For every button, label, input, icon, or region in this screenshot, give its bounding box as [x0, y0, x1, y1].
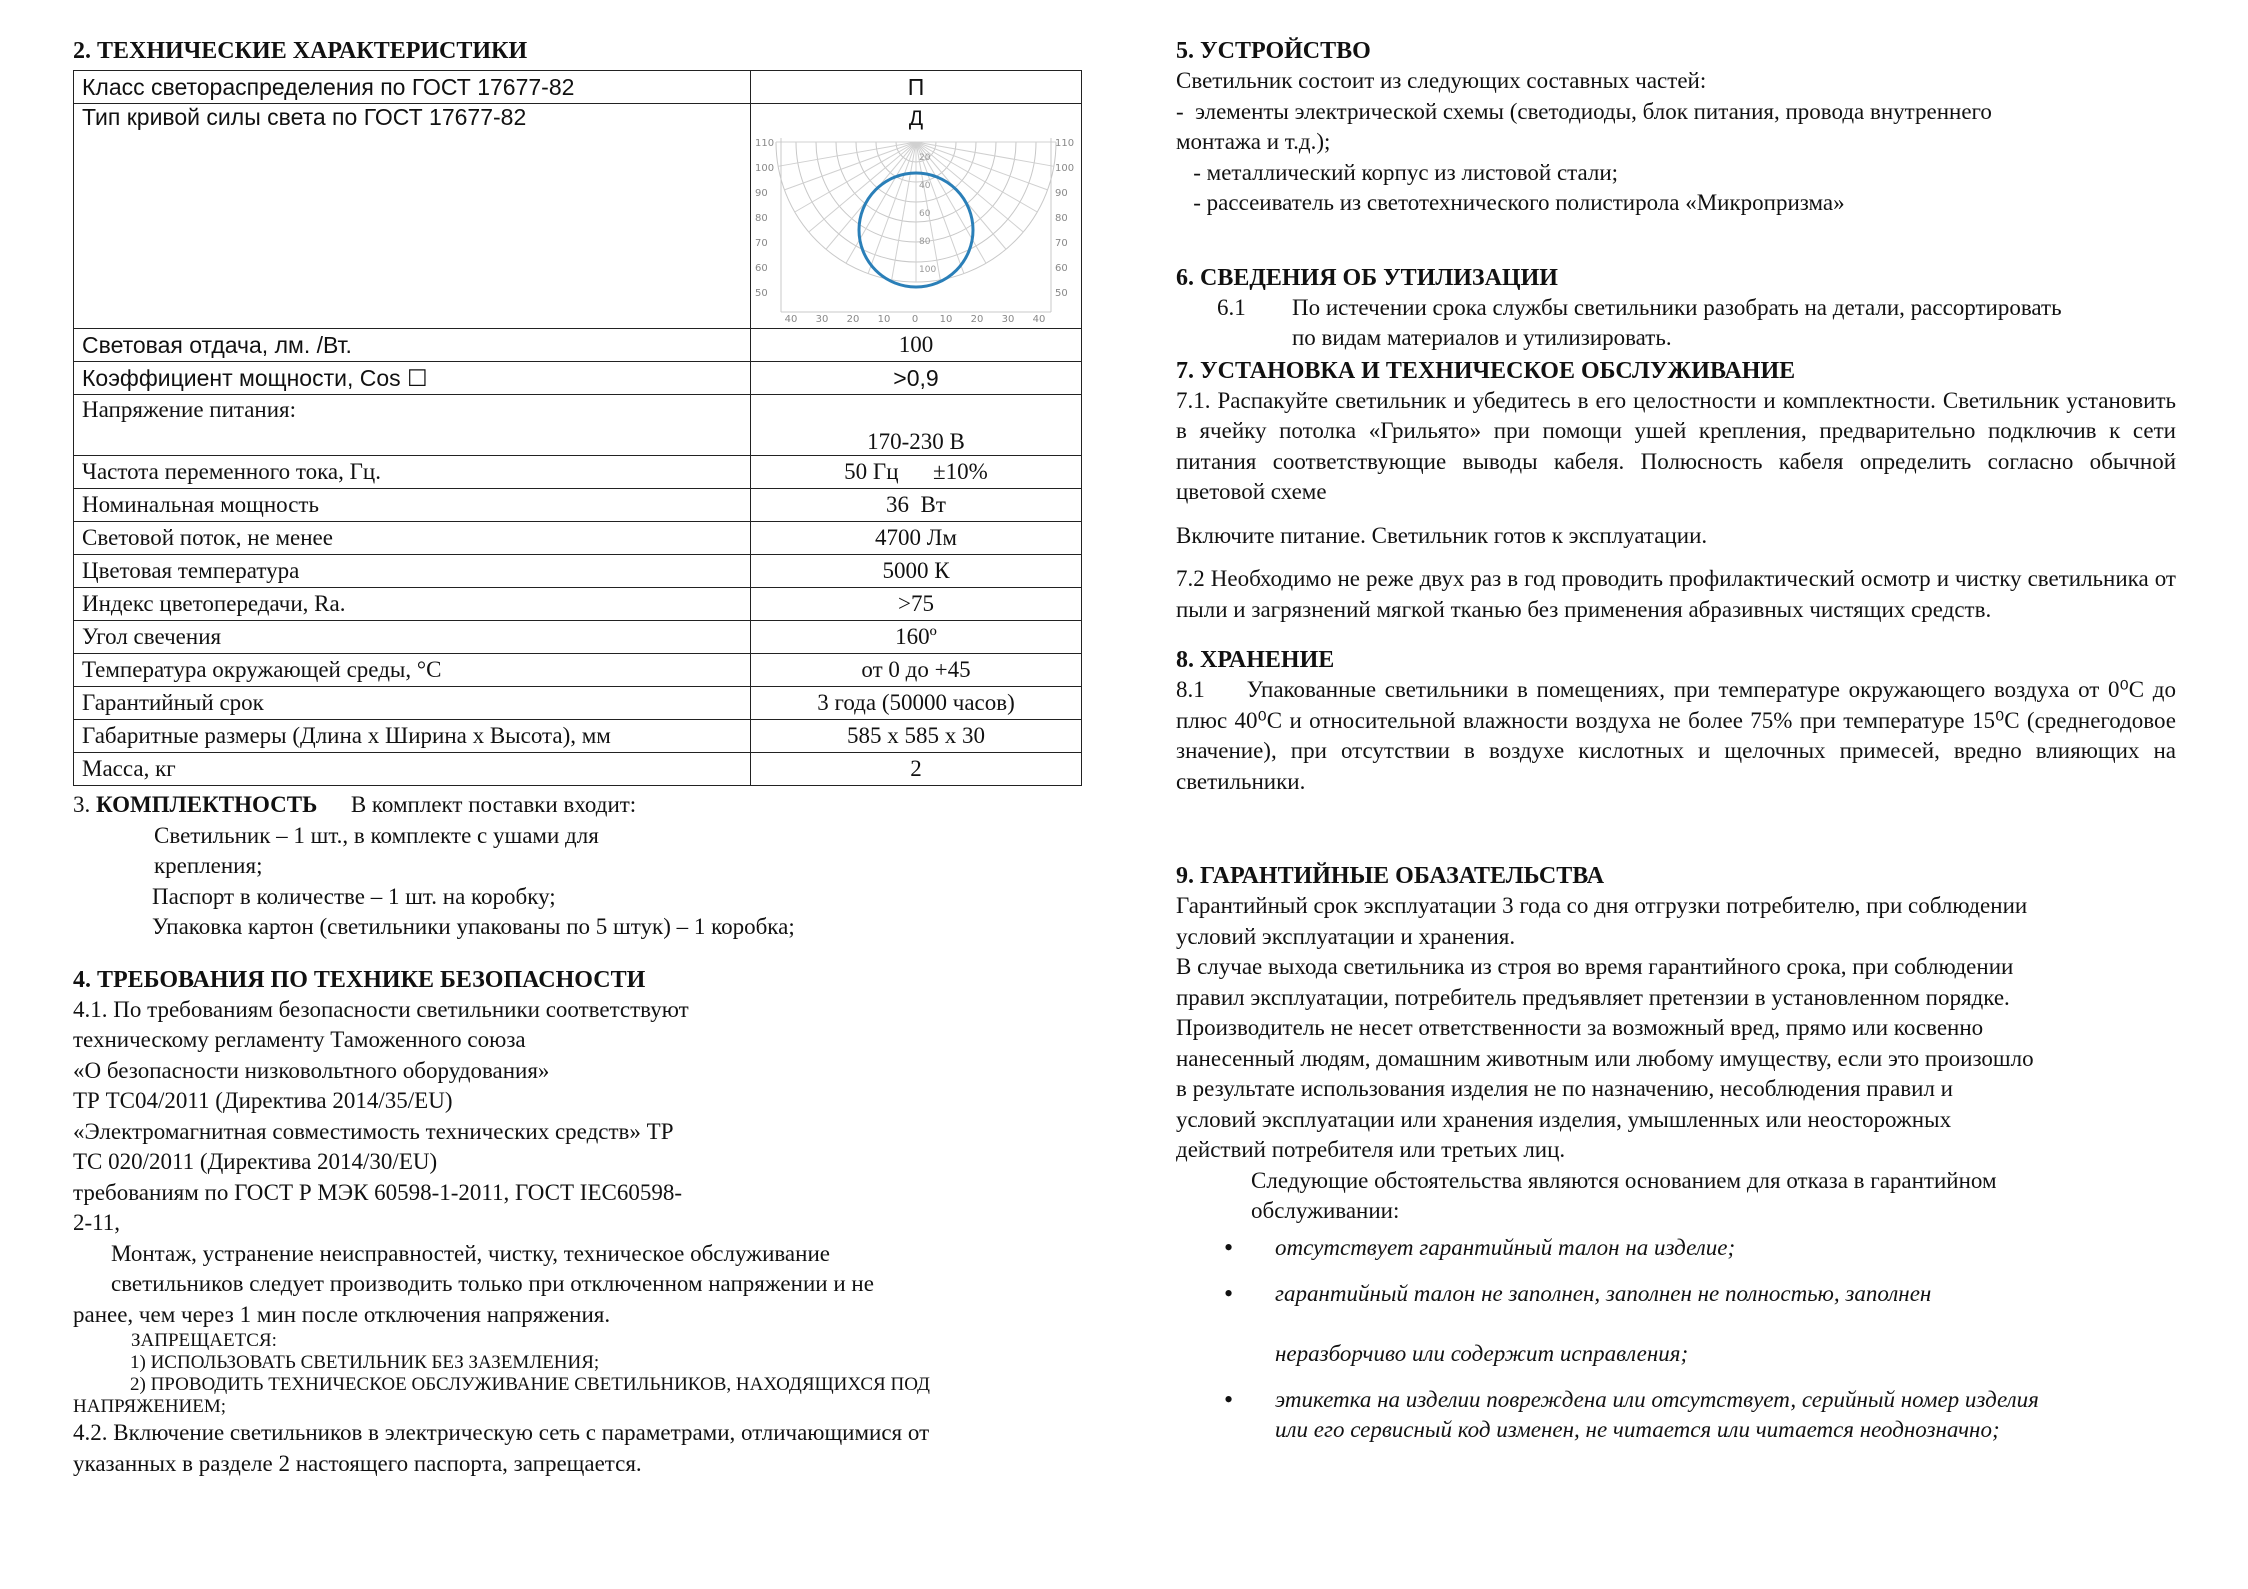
- list-item: Светильник – 1 шт., в комплекте с ушами для: [154, 822, 599, 848]
- tick-label-inner: 40: [919, 181, 931, 191]
- section-8-title: 8. ХРАНЕНИЕ: [1176, 647, 1335, 673]
- table-row: [74, 71, 1082, 104]
- tick-label-bottom: 0: [911, 314, 919, 322]
- forbidden-title: ЗАПРЕЩАЕТСЯ:: [131, 1330, 277, 1351]
- text-line: По истечении срока службы светильники разобрать на детали, рассортировать: [1292, 294, 2062, 320]
- text-line: Гарантийный срок эксплуатации 3 года со дня отгрузки потребителю, при соблюдении: [1176, 893, 2028, 918]
- table-row: [74, 555, 1082, 588]
- specs-table: [73, 70, 1082, 786]
- list-item: [1176, 1385, 2176, 1445]
- text-line: - элементы электрической схемы (светодиоды, блок питания, провода внутреннего: [1176, 98, 1992, 124]
- paragraph: Включите питание. Светильник готов к эксплуатации.: [1176, 522, 1708, 548]
- tick-label-inner: 60: [919, 209, 931, 219]
- spec-value: от 0 до +45: [751, 654, 1082, 687]
- spec-value: 3 года (50000 часов): [751, 687, 1082, 720]
- spec-value: 5000 К: [751, 555, 1082, 588]
- list-item-text: этикетка на изделии повреждена или отсутствует, серийный номер изделия: [1275, 1386, 2039, 1412]
- section-4: [73, 965, 1083, 1480]
- text-line: условий эксплуатации или хранения изделия, умышленных или неосторожных: [1176, 1106, 1952, 1132]
- spec-value: 160º: [751, 621, 1082, 654]
- table-row: [74, 104, 1082, 329]
- text-line: обслуживании:: [1251, 1198, 1400, 1223]
- list-item-text: гарантийный талон не заполнен, заполнен не полностью, заполнен: [1275, 1280, 1932, 1306]
- text-line: В случае выхода светильника из строя во время гарантийного срока, при соблюдении: [1176, 954, 2014, 979]
- spec-label: Гарантийный срок: [74, 687, 751, 720]
- spec-label: Угол свечения: [74, 621, 751, 654]
- text-line: Светильник состоит из следующих составных частей:: [1176, 68, 1707, 93]
- table-row: [74, 522, 1082, 555]
- spec-value: 585 х 585 х 30: [751, 720, 1082, 753]
- text-line: Производитель не несет ответственности за возможный вред, прямо или косвенно: [1176, 1015, 1984, 1040]
- tick-label-left: 110: [755, 138, 775, 149]
- text-line: 4.1. По требованиям безопасности светильники соответствуют: [73, 996, 689, 1022]
- table-row: [74, 621, 1082, 654]
- list-item: Упаковка картон (светильники упакованы по 5 штук) – 1 коробка;: [152, 914, 795, 939]
- text-line: 4.2. Включение светильников в электрическую сеть с параметрами, отличающимися от: [73, 1420, 930, 1445]
- text-line: Следующие обстоятельства являются основанием для отказа в гарантийном: [1251, 1167, 1997, 1193]
- tick-label-right: 60: [1055, 263, 1068, 274]
- spec-value: >75: [751, 588, 1082, 621]
- section-3-number: 3.: [73, 792, 91, 817]
- tick-label-bottom: 40: [1032, 314, 1046, 322]
- forbidden-item: НАПРЯЖЕНИЕМ;: [73, 1396, 227, 1417]
- table-row: [74, 720, 1082, 753]
- spec-value: 36 Вт: [751, 489, 1082, 522]
- spec-value: 100: [751, 329, 1082, 362]
- spec-label: Световая отдача, лм. /Вт.: [74, 329, 751, 362]
- spec-value: Д: [908, 107, 924, 130]
- spec-label: Цветовая температура: [74, 555, 751, 588]
- table-row: [74, 588, 1082, 621]
- text-line: ТР ТС04/2011 (Директива 2014/35/EU): [73, 1088, 453, 1113]
- list-item-text: неразборчиво или содержит исправления;: [1275, 1340, 1689, 1366]
- text-line: светильников следует производить только при отключенном напряжении и не: [111, 1271, 874, 1296]
- paragraph: 7.2 Необходимо не реже двух раз в год проводить профилактический осмотр и чистку светильника от пыли и загрязнений мягкой тканью без применения абразивных чистящих средств.: [1176, 566, 2176, 622]
- spec-value: 50 Гц ±10%: [751, 456, 1082, 489]
- paragraph: 7.1. Распакуйте светильник и убедитесь в его целостности и комплектности. Светильник установить в ячейку потолка «Грильято» при помощи ушей крепления, предварительно подключив к сети питания соответствующие выводы кабеля. Полюсность кабеля определить согласно обычной цветовой схеме: [1176, 387, 2176, 504]
- tick-label-right: 70: [1055, 238, 1068, 249]
- tick-label-inner: 80: [919, 237, 931, 247]
- list-item: Паспорт в количестве – 1 шт. на коробку;: [152, 883, 556, 909]
- tick-label-right: 50: [1055, 288, 1068, 299]
- list-item: крепления;: [154, 853, 263, 878]
- text-line: техническому регламенту Таможенного союза: [73, 1027, 526, 1052]
- spec-label: Тип кривой силы света по ГОСТ 17677-82: [74, 104, 751, 329]
- tick-label-right: 80: [1055, 213, 1068, 224]
- spec-value: >0,9: [751, 362, 1082, 395]
- tick-label-right: 90: [1055, 188, 1068, 199]
- table-row: [74, 654, 1082, 687]
- text-line: требованиям по ГОСТ Р МЭК 60598-1-2011, ГОСТ IEC60598-: [73, 1179, 683, 1205]
- text-line: 2-11,: [73, 1210, 121, 1235]
- section-4-title: 4. ТРЕБОВАНИЯ ПО ТЕХНИКЕ БЕЗОПАСНОСТИ: [73, 966, 646, 993]
- tick-label-bottom: 30: [1001, 314, 1015, 322]
- spec-value: П: [751, 71, 1082, 104]
- paragraph: [1176, 675, 2176, 797]
- text-line: - металлический корпус из листовой стали;: [1176, 159, 1619, 185]
- text-line: действий потребителя или третьих лиц.: [1176, 1137, 1566, 1162]
- spec-label: Температура окружающей среды, °С: [74, 654, 751, 687]
- spec-label: Световой поток, не менее: [74, 522, 751, 555]
- table-row: [74, 489, 1082, 522]
- list-item-text: или его сервисный код изменен, не читается или читается неоднозначно;: [1275, 1416, 2000, 1442]
- table-row: [74, 456, 1082, 489]
- refusal-list: [1176, 1233, 2176, 1445]
- tick-label-left: 90: [755, 188, 768, 199]
- section-8-number: 8.1: [1176, 677, 1205, 702]
- light-distribution-diagram: [751, 134, 1081, 322]
- section-6-title: 6. СВЕДЕНИЯ ОБ УТИЛИЗАЦИИ: [1176, 264, 1558, 291]
- table-row: [74, 687, 1082, 720]
- tick-label-left: 60: [755, 263, 768, 274]
- table-row: [74, 395, 1082, 456]
- spec-label: Габаритные размеры (Длина х Ширина х Высота), мм: [74, 720, 751, 753]
- text-line: Монтаж, устранение неисправностей, чистку, техническое обслуживание: [111, 1240, 830, 1266]
- spec-label: Коэффициент мощности, Cos ☐: [74, 362, 751, 395]
- text-line: монтажа и т.д.);: [1176, 129, 1331, 154]
- tick-label-left: 50: [755, 288, 768, 299]
- text-line: по видам материалов и утилизировать.: [1292, 325, 1672, 350]
- tick-label-bottom: 20: [846, 314, 860, 322]
- tick-label-left: 70: [755, 238, 768, 249]
- text-line: нанесенный людям, домашним животным или любому имуществу, если это произошло: [1176, 1045, 2034, 1071]
- table-row: [74, 753, 1082, 786]
- spec-label: Напряжение питания:: [74, 395, 751, 456]
- tick-label-bottom: 30: [815, 314, 829, 322]
- tick-label-right: 100: [1055, 163, 1075, 174]
- tick-label-right: 110: [1055, 138, 1075, 149]
- table-row: [74, 362, 1082, 395]
- tick-label-left: 80: [755, 213, 768, 224]
- spec-value: 4700 Лм: [751, 522, 1082, 555]
- tick-label-inner: 20: [919, 153, 931, 163]
- spec-label: Масса, кг: [74, 753, 751, 786]
- text-line: условий эксплуатации и хранения.: [1176, 923, 1516, 949]
- section-7-title: 7. УСТАНОВКА И ТЕХНИЧЕСКОЕ ОБСЛУЖИВАНИЕ: [1176, 357, 1796, 384]
- right-column: [1176, 36, 2176, 1445]
- tick-label-inner: 100: [919, 265, 937, 275]
- spec-value: 170-230 В: [751, 395, 1082, 456]
- text-line: в результате использования изделия не по назначению, несоблюдения правил и: [1176, 1076, 1953, 1101]
- tick-label-bottom: 10: [939, 314, 953, 322]
- section-5-title: 5. УСТРОЙСТВО: [1176, 38, 1371, 64]
- left-column: [73, 36, 1083, 1479]
- section-2-title: 2. ТЕХНИЧЕСКИЕ ХАРАКТЕРИСТИКИ: [73, 38, 528, 64]
- spec-label: Класс светораспределения по ГОСТ 17677-82: [74, 71, 751, 104]
- list-item: [1176, 1279, 2176, 1369]
- text-line: указанных в разделе 2 настоящего паспорта, запрещается.: [73, 1450, 642, 1476]
- text-line: - рассеиватель из светотехнического полистирола «Микропризма»: [1176, 190, 1845, 215]
- tick-label-bottom: 10: [877, 314, 891, 322]
- section-6-number: 6.1: [1217, 294, 1246, 320]
- table-row: [74, 329, 1082, 362]
- text-line: ранее, чем через 1 мин после отключения напряжения.: [73, 1301, 611, 1327]
- text-line: правил эксплуатации, потребитель предъявляет претензии в установленном порядке.: [1176, 984, 2010, 1010]
- section-6-body: [1176, 293, 2176, 354]
- text-line: «О безопасности низковольтного оборудования»: [73, 1057, 550, 1083]
- text-line: ТС 020/2011 (Директива 2014/30/EU): [73, 1149, 438, 1174]
- section-3-title: КОМПЛЕКТНОСТЬ: [96, 792, 318, 817]
- section-3: [73, 790, 1083, 943]
- tick-label-bottom: 40: [784, 314, 798, 322]
- forbidden-item: 1) ИСПОЛЬЗОВАТЬ СВЕТИЛЬНИК БЕЗ ЗАЗЕМЛЕНИЯ;: [130, 1352, 600, 1373]
- section-3-intro: В комплект поставки входит:: [350, 792, 637, 817]
- spec-label: Номинальная мощность: [74, 489, 751, 522]
- tick-label-bottom: 20: [970, 314, 984, 322]
- forbidden-item: 2) ПРОВОДИТЬ ТЕХНИЧЕСКОЕ ОБСЛУЖИВАНИЕ СВЕТИЛЬНИКОВ, НАХОДЯЩИХСЯ ПОД: [130, 1374, 930, 1395]
- spec-label: Частота переменного тока, Гц.: [74, 456, 751, 489]
- section-9-title: 9. ГАРАНТИЙНЫЕ ОБАЗАТЕЛЬСТВА: [1176, 863, 1605, 889]
- spec-value-cell: [751, 104, 1082, 329]
- spec-label: Индекс цветопередачи, Ra.: [74, 588, 751, 621]
- section-8-text: Упакованные светильники в помещениях, при температуре окружающего воздуха от 0⁰С до плюс 40⁰С и относительной влажности воздуха не более 75% при температуре 15⁰С (среднегодовое значение), при отсутствии в воздухе кислотных и щелочных примесей, вредно влияющих на светильники.: [1176, 677, 2176, 794]
- tick-label-left: 100: [755, 163, 775, 174]
- spec-value: 2: [751, 753, 1082, 786]
- text-line: «Электромагнитная совместимость технических средств» ТР: [73, 1118, 674, 1144]
- list-item: [1176, 1233, 2176, 1263]
- list-item-text: отсутствует гарантийный талон на изделие;: [1275, 1234, 1736, 1260]
